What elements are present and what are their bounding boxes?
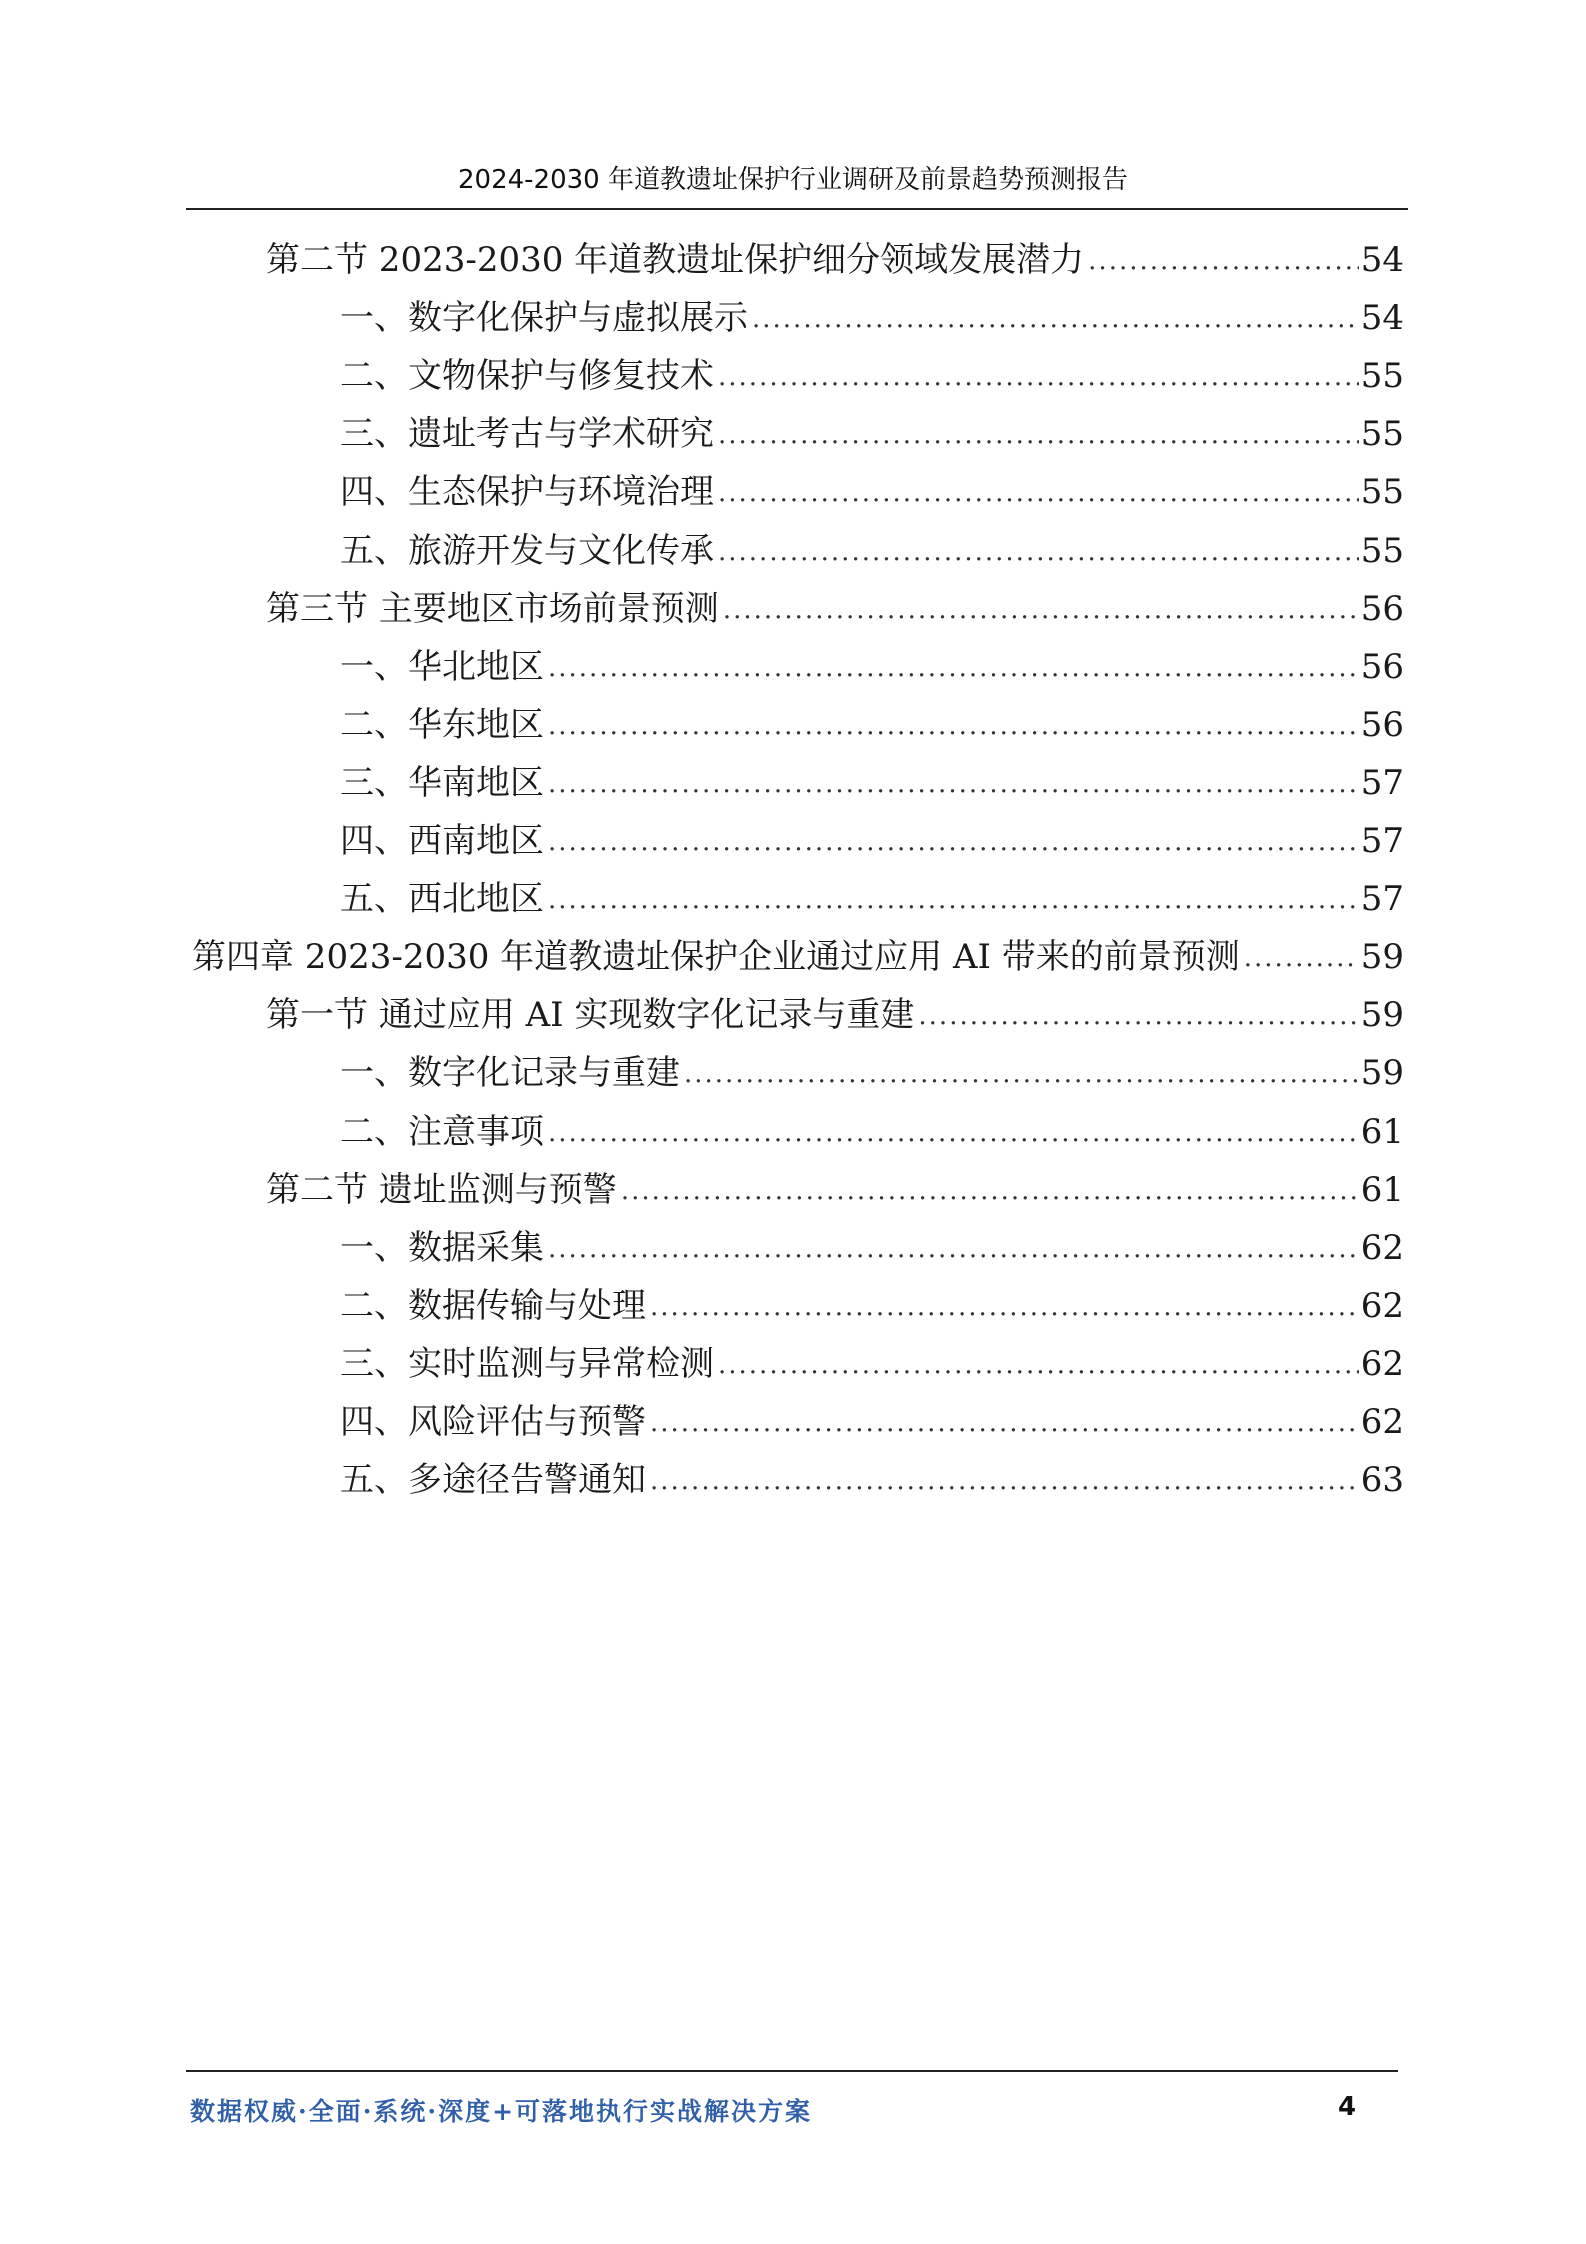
toc-entry[interactable] bbox=[340, 1326, 1404, 1386]
toc-entry-page: 57 bbox=[1360, 762, 1404, 803]
toc-entry[interactable] bbox=[340, 396, 1404, 456]
toc-entry-page: 55 bbox=[1360, 356, 1404, 397]
toc-entry-page: 62 bbox=[1360, 1227, 1404, 1268]
toc-entry-title: 三、遗址考古与学术研究 bbox=[340, 414, 714, 455]
toc-entry-title: 第四章 2023-2030 年道教遗址保护企业通过应用 AI 带来的前景预测 bbox=[192, 937, 1240, 978]
header-divider bbox=[186, 208, 1408, 210]
toc-entry-page: 55 bbox=[1360, 530, 1404, 571]
toc-entry-page: 57 bbox=[1360, 821, 1404, 861]
toc-entry[interactable] bbox=[340, 861, 1404, 921]
toc-entry-page: 59 bbox=[1360, 1053, 1404, 1094]
toc-entry[interactable] bbox=[266, 222, 1404, 282]
toc-entry[interactable] bbox=[340, 687, 1404, 747]
toc-entry[interactable] bbox=[340, 513, 1404, 573]
toc-entry[interactable] bbox=[340, 338, 1404, 398]
toc-entry-title: 第二节 遗址监测与预警 bbox=[266, 1169, 617, 1210]
toc-entry-title: 二、数据传输与处理 bbox=[340, 1285, 646, 1326]
toc-entry-title: 一、数据采集 bbox=[340, 1227, 544, 1268]
toc-dot-leader bbox=[621, 1174, 1359, 1208]
toc-entry[interactable] bbox=[340, 454, 1404, 514]
toc-entry-title: 第二节 2023-2030 年道教遗址保护细分领域发展潜力 bbox=[266, 240, 1085, 280]
toc-entry[interactable] bbox=[340, 1442, 1404, 1502]
toc-entry[interactable] bbox=[266, 1152, 1404, 1212]
toc-dot-leader bbox=[752, 302, 1359, 336]
toc-dot-leader bbox=[718, 360, 1359, 394]
toc-entry[interactable] bbox=[266, 977, 1404, 1037]
footer-divider bbox=[186, 2070, 1398, 2072]
toc-entry-page: 54 bbox=[1360, 298, 1404, 339]
toc-entry-title: 二、注意事项 bbox=[340, 1111, 544, 1152]
toc-entry-title: 二、华东地区 bbox=[340, 704, 544, 745]
toc-entry-title: 四、风险评估与预警 bbox=[340, 1402, 646, 1442]
toc-dot-leader bbox=[718, 418, 1359, 452]
toc-dot-leader bbox=[548, 825, 1359, 859]
toc-dot-leader bbox=[548, 709, 1359, 743]
toc-entry-page: 56 bbox=[1360, 588, 1404, 629]
toc-dot-leader bbox=[684, 1057, 1359, 1091]
toc-entry-title: 五、西北地区 bbox=[340, 879, 544, 920]
toc-entry-page: 57 bbox=[1360, 879, 1404, 920]
toc-dot-leader bbox=[918, 999, 1358, 1033]
toc-entry[interactable] bbox=[340, 1035, 1404, 1095]
toc-entry-title: 四、西南地区 bbox=[340, 821, 544, 861]
toc-dot-leader bbox=[650, 1290, 1359, 1324]
toc-entry[interactable] bbox=[192, 919, 1404, 979]
toc-entry-page: 59 bbox=[1360, 937, 1404, 978]
toc-entry-title: 三、华南地区 bbox=[340, 762, 544, 803]
toc-entry-page: 62 bbox=[1360, 1402, 1404, 1442]
toc-entry-title: 一、数字化保护与虚拟展示 bbox=[340, 298, 748, 339]
toc-dot-leader bbox=[548, 883, 1359, 917]
toc-entry[interactable] bbox=[340, 1094, 1404, 1154]
toc-dot-leader bbox=[548, 1232, 1359, 1266]
toc-entry-title: 四、生态保护与环境治理 bbox=[340, 472, 714, 513]
toc-entry-page: 55 bbox=[1360, 414, 1404, 455]
toc-entry-page: 61 bbox=[1360, 1111, 1404, 1152]
toc-entry-title: 二、文物保护与修复技术 bbox=[340, 356, 714, 397]
toc-entry[interactable] bbox=[340, 803, 1404, 863]
toc-entry-page: 55 bbox=[1360, 472, 1404, 513]
toc-entry-title: 五、多途径告警通知 bbox=[340, 1460, 646, 1501]
toc-entry-title: 三、实时监测与异常检测 bbox=[340, 1343, 714, 1384]
toc-entry-page: 62 bbox=[1360, 1285, 1404, 1326]
toc-dot-leader bbox=[723, 593, 1359, 627]
toc-dot-leader bbox=[1244, 941, 1359, 975]
toc-entry-page: 56 bbox=[1360, 646, 1404, 687]
toc-entry-page: 63 bbox=[1360, 1460, 1404, 1501]
toc-dot-leader bbox=[718, 535, 1359, 569]
toc-dot-leader bbox=[548, 651, 1359, 685]
toc-dot-leader bbox=[718, 1348, 1359, 1382]
footer-slogan: 数据权威·全面·系统·深度+可落地执行实战解决方案 bbox=[190, 2097, 813, 2126]
toc-entry-title: 五、旅游开发与文化传承 bbox=[340, 530, 714, 571]
toc-dot-leader bbox=[650, 1464, 1359, 1498]
toc-dot-leader bbox=[548, 767, 1359, 801]
toc-entry-title: 一、华北地区 bbox=[340, 646, 544, 687]
toc-entry[interactable] bbox=[266, 571, 1404, 631]
toc-entry-page: 61 bbox=[1360, 1169, 1404, 1210]
toc-dot-leader bbox=[650, 1406, 1359, 1440]
toc-entry[interactable] bbox=[340, 280, 1404, 340]
toc-entry-title: 第三节 主要地区市场前景预测 bbox=[266, 588, 719, 629]
toc-entry-page: 56 bbox=[1360, 704, 1404, 745]
toc-entry-page: 62 bbox=[1360, 1343, 1404, 1384]
toc-entry[interactable] bbox=[340, 1268, 1404, 1328]
page-number: 4 bbox=[1338, 2092, 1357, 2122]
page-header-title: 2024-2030 年道教遗址保护行业调研及前景趋势预测报告 bbox=[458, 165, 1128, 195]
toc-dot-leader bbox=[1088, 244, 1359, 278]
toc-entry[interactable] bbox=[340, 745, 1404, 805]
toc-dot-leader bbox=[718, 476, 1359, 510]
toc-entry-page: 54 bbox=[1360, 240, 1404, 280]
toc-entry[interactable] bbox=[340, 629, 1404, 689]
toc-entry-page: 59 bbox=[1360, 995, 1404, 1036]
toc-entry-title: 一、数字化记录与重建 bbox=[340, 1053, 680, 1094]
toc-entry[interactable] bbox=[340, 1210, 1404, 1270]
toc-entry[interactable] bbox=[340, 1384, 1404, 1444]
toc-entry-title: 第一节 通过应用 AI 实现数字化记录与重建 bbox=[266, 995, 915, 1036]
toc-dot-leader bbox=[548, 1116, 1359, 1150]
